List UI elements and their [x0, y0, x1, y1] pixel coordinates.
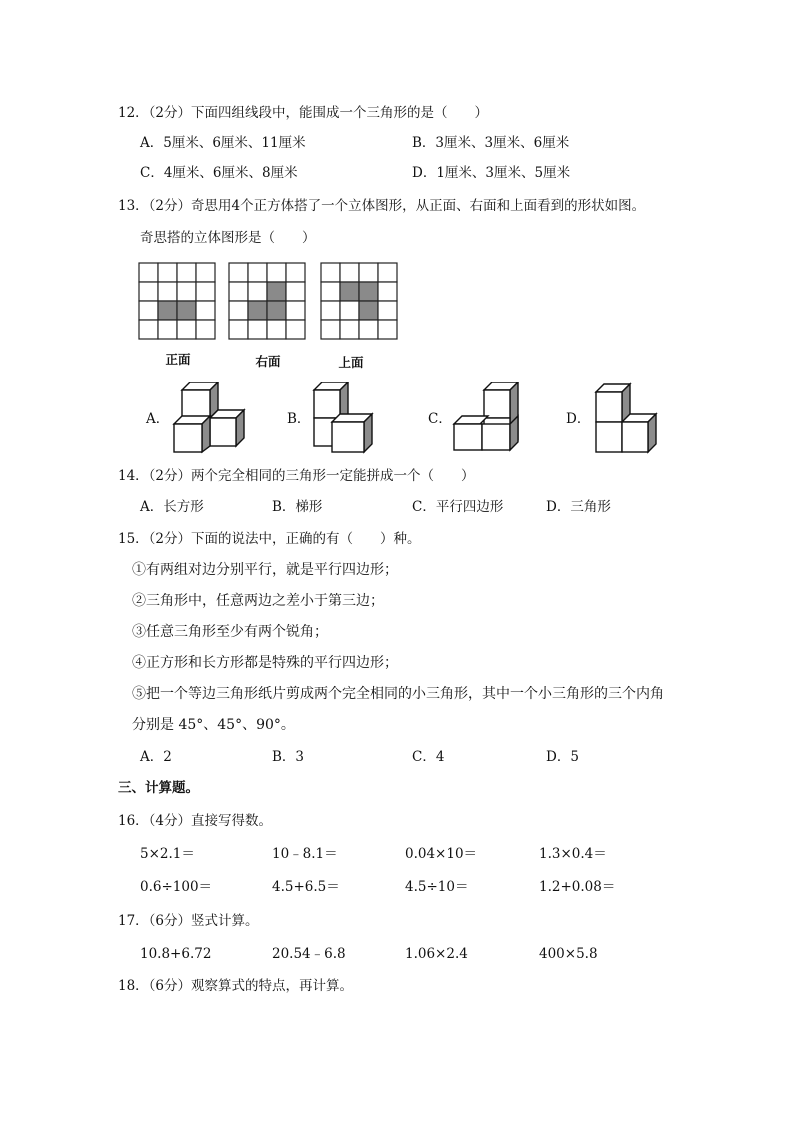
shaded-cell: [359, 301, 378, 320]
q13-option-c-label[interactable]: C．: [428, 411, 452, 427]
grid-cell: [286, 320, 305, 339]
grid-cell: [340, 301, 359, 320]
q15-option-d[interactable]: D．5: [546, 749, 579, 765]
grid-cell: [286, 263, 305, 282]
q14-option-a[interactable]: A．长方形: [140, 499, 204, 515]
q12-option-a[interactable]: A．5厘米、6厘米、11厘米: [140, 135, 306, 151]
q17-item-3: 1.06×2.4: [405, 946, 468, 962]
q16-item-3: 0.04×10＝: [405, 846, 478, 862]
shaded-cell: [267, 301, 286, 320]
grid-cell: [177, 282, 196, 301]
q15-option-c[interactable]: C．4: [412, 749, 445, 765]
option-d-cube-figure[interactable]: [592, 382, 662, 454]
grid-cell: [196, 301, 215, 320]
grid-cell: [267, 320, 286, 339]
shaded-cell: [158, 301, 177, 320]
q12-option-c[interactable]: C．4厘米、6厘米、8厘米: [140, 165, 298, 181]
q12-option-b[interactable]: B．3厘米、3厘米、6厘米: [412, 135, 570, 151]
q16-item-7: 4.5÷10＝: [405, 879, 469, 895]
grid-cell: [139, 320, 158, 339]
q15-statement-3: ③任意三角形至少有两个锐角；: [132, 624, 328, 640]
shaded-cell: [340, 282, 359, 301]
q14-option-b[interactable]: B．梯形: [272, 499, 323, 515]
grid-cell: [248, 263, 267, 282]
q13-stem-continued: 奇思搭的立体图形是（ ）: [140, 230, 316, 246]
right-view-grid: [228, 262, 306, 340]
q16-item-4: 1.3×0.4＝: [539, 846, 607, 862]
grid-cell: [229, 282, 248, 301]
q14-option-c[interactable]: C．平行四边形: [412, 499, 504, 515]
q15-stem: 15．（2分）下面的说法中，正确的有（ ）种。: [118, 531, 421, 547]
grid-cell: [139, 263, 158, 282]
shaded-cell: [177, 301, 196, 320]
grid-cell: [158, 320, 177, 339]
grid-cell: [248, 320, 267, 339]
q16-item-6: 4.5+6.5＝: [272, 879, 340, 895]
grid-cell: [321, 263, 340, 282]
option-a-cube-figure[interactable]: [172, 382, 250, 454]
grid-cell: [286, 301, 305, 320]
q16-item-1: 5×2.1＝: [140, 846, 195, 862]
q17-item-2: 20.54﹣6.8: [272, 946, 346, 962]
front-view-grid: [138, 262, 216, 340]
grid-cell: [340, 263, 359, 282]
grid-cell: [196, 320, 215, 339]
grid-cell: [267, 263, 286, 282]
q15-option-a[interactable]: A．2: [140, 749, 172, 765]
q13-option-d-label[interactable]: D．: [566, 411, 591, 427]
grid-cell: [139, 282, 158, 301]
q13-stem: 13．（2分）奇思用4个正方体搭了一个立体图形，从正面、右面和上面看到的形状如图。: [118, 198, 646, 214]
grid-cell: [248, 282, 267, 301]
option-c-cube-figure[interactable]: [452, 382, 522, 454]
q18-stem: 18．（6分）观察算式的特点，再计算。: [118, 978, 354, 994]
q17-stem: 17．（6分）竖式计算。: [118, 913, 259, 929]
q16-item-8: 1.2+0.08＝: [539, 879, 616, 895]
grid-cell: [177, 320, 196, 339]
q16-item-2: 10﹣8.1＝: [272, 846, 338, 862]
q16-stem: 16．（4分）直接写得数。: [118, 813, 273, 829]
q16-item-5: 0.6÷100＝: [140, 879, 213, 895]
front-view-label: 正面: [165, 352, 191, 367]
grid-cell: [286, 282, 305, 301]
grid-cell: [139, 301, 158, 320]
grid-cell: [177, 263, 196, 282]
grid-cell: [378, 263, 397, 282]
q15-statement-5: ⑤把一个等边三角形纸片剪成两个完全相同的小三角形，其中一个小三角形的三个内角: [132, 686, 664, 702]
q15-option-b[interactable]: B．3: [272, 749, 305, 765]
top-view-grid: [320, 262, 398, 340]
grid-cell: [340, 320, 359, 339]
q15-statement-4: ④正方形和长方形都是特殊的平行四边形；: [132, 655, 398, 671]
q12-stem: 12．（2分）下面四组线段中，能围成一个三角形的是（ ）: [118, 105, 489, 121]
q17-item-4: 400×5.8: [539, 946, 598, 962]
section-3-heading: 三、计算题。: [118, 780, 199, 796]
grid-cell: [359, 320, 378, 339]
grid-cell: [321, 320, 340, 339]
grid-cell: [321, 301, 340, 320]
q17-item-1: 10.8+6.72: [140, 946, 212, 962]
shaded-cell: [359, 282, 378, 301]
grid-cell: [378, 282, 397, 301]
grid-cell: [196, 282, 215, 301]
grid-cell: [229, 263, 248, 282]
q12-option-d[interactable]: D．1厘米、3厘米、5厘米: [412, 165, 571, 181]
grid-cell: [359, 263, 378, 282]
grid-cell: [158, 263, 177, 282]
q13-option-b-label[interactable]: B．: [287, 411, 311, 427]
q13-option-a-label[interactable]: A．: [146, 411, 170, 427]
grid-cell: [158, 282, 177, 301]
grid-cell: [229, 301, 248, 320]
q14-stem: 14．（2分）两个完全相同的三角形一定能拼成一个（ ）: [118, 468, 475, 484]
grid-cell: [321, 282, 340, 301]
grid-cell: [378, 301, 397, 320]
grid-cell: [378, 320, 397, 339]
grid-cell: [229, 320, 248, 339]
shaded-cell: [267, 282, 286, 301]
q14-option-d[interactable]: D．三角形: [546, 499, 611, 515]
q15-statement-5-continued: 分别是 45°、45°、90°。: [132, 717, 295, 733]
right-view-label: 右面: [255, 354, 281, 369]
option-b-cube-figure[interactable]: [310, 382, 380, 454]
top-view-label: 上面: [338, 355, 364, 370]
q15-statement-2: ②三角形中，任意两边之差小于第三边；: [132, 593, 384, 609]
grid-cell: [196, 263, 215, 282]
q15-statement-1: ①有两组对边分别平行，就是平行四边形；: [132, 562, 398, 578]
shaded-cell: [248, 301, 267, 320]
